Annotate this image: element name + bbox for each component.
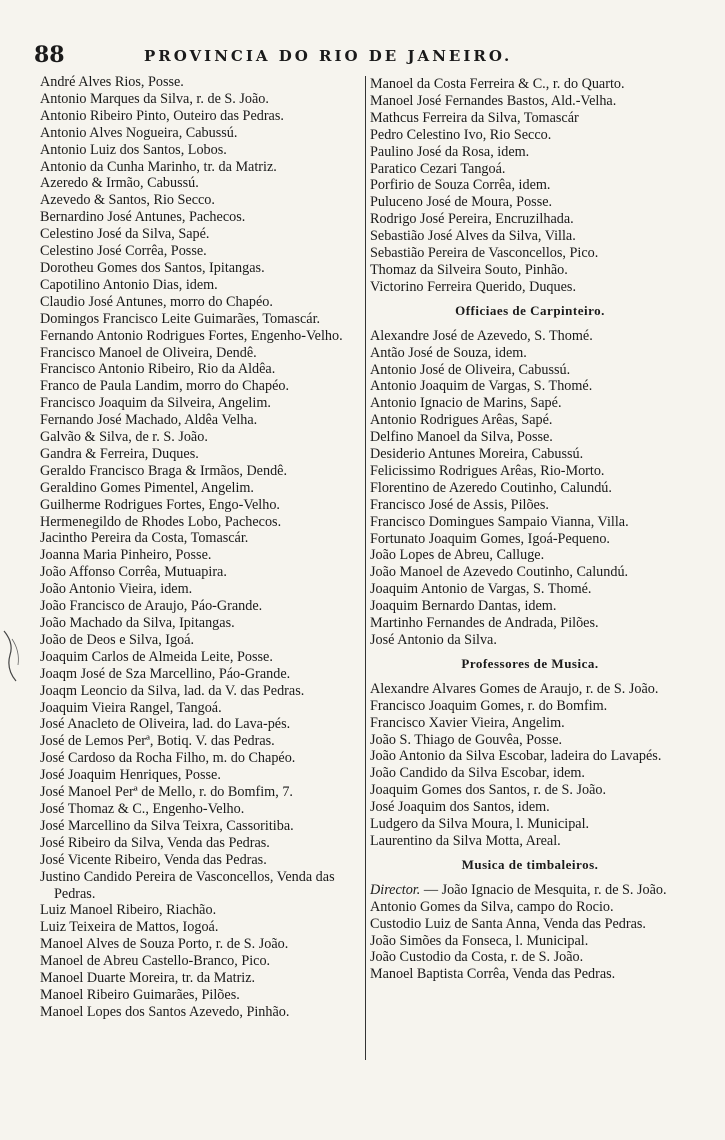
- section-title-timbaleiros: Musica de timbaleiros.: [461, 856, 599, 872]
- list-item: Dorotheu Gomes dos Santos, Ipitangas.: [40, 259, 265, 276]
- list-item: Puluceno José de Moura, Posse.: [370, 194, 553, 211]
- list-item: José Vicente Ribeiro, Venda das Pedras.: [40, 851, 267, 868]
- list-item: Antão José de Souza, idem.: [370, 344, 527, 361]
- list-item: Domingos Francisco Leite Guimarães, Tomascár.: [40, 310, 321, 327]
- list-item: Celestino José da Silva, Sapé.: [40, 226, 210, 243]
- list-item: João de Deos e Silva, Igoá.: [40, 631, 195, 648]
- list-item: João Manoel de Azevedo Coutinho, Calundú.: [370, 564, 629, 581]
- director-label: Director.: [370, 881, 421, 898]
- list-item: Manoel Lopes dos Santos Azevedo, Pinhão.: [40, 1003, 290, 1020]
- list-item: José Antonio da Silva.: [370, 632, 497, 648]
- list-item: Manoel Alves de Souza Porto, r. de S. João.: [40, 936, 289, 953]
- list-item: Custodio Luiz de Santa Anna, Venda das Pedras.: [370, 915, 646, 932]
- list-item: Pedro Celestino Ivo, Rio Secco.: [370, 126, 552, 143]
- page-header: [34, 42, 674, 72]
- list-item: Fernando Antonio Rodrigues Fortes, Engenho-Velho.: [40, 327, 343, 344]
- margin-ink-mark: [0, 625, 34, 685]
- list-item: Antonio Rodrigues Arêas, Sapé.: [370, 412, 553, 429]
- list-item: Geraldo Francisco Braga & Irmãos, Dendê.: [40, 462, 288, 479]
- list-item: Joanna Maria Pinheiro, Posse.: [40, 547, 212, 564]
- list-item: Martinho Fernandes de Andrada, Pilões.: [370, 615, 599, 632]
- list-item: Fernando José Machado, Aldêa Velha.: [40, 412, 258, 429]
- list-item: Hermenegildo de Rhodes Lobo, Pachecos.: [40, 513, 282, 530]
- list-item: Porfirio de Souza Corrêa, idem.: [370, 177, 551, 194]
- list-item: Alexandre José de Azevedo, S. Thomé.: [370, 327, 593, 344]
- list-item: José Thomaz & C., Engenho-Velho.: [40, 800, 245, 817]
- director-text: — João Ignacio de Mesquita, r. de S. João.: [420, 881, 667, 898]
- list-item: Felicissimo Rodrigues Arêas, Rio-Morto.: [370, 462, 605, 479]
- list-item: Manoel Baptista Corrêa, Venda das Pedras.: [370, 966, 616, 983]
- page-title: PROVINCIA DO RIO DE JANEIRO.: [144, 47, 513, 65]
- list-item: José Ribeiro da Silva, Venda das Pedras.: [40, 834, 270, 851]
- list-item: Francisco Manoel de Oliveira, Dendê.: [40, 344, 257, 361]
- list-item: José Joaquim dos Santos, idem.: [370, 799, 550, 816]
- section-title-musica: Professores de Musica.: [461, 655, 599, 671]
- list-item: João S. Thiago de Gouvêa, Posse.: [370, 731, 563, 748]
- page-number: 88: [34, 42, 65, 68]
- list-item: José Anacleto de Oliveira, lad. do Lava-pés.: [40, 716, 291, 733]
- list-item: Paratico Cezari Tangoá.: [370, 160, 506, 177]
- list-item: Luiz Manoel Ribeiro, Riachão.: [40, 902, 217, 919]
- list-item: Joaquim Antonio de Vargas, S. Thomé.: [370, 581, 592, 598]
- list-item: Alexandre Alvares Gomes de Araujo, r. de S. João.: [370, 680, 659, 697]
- list-item: Francisco José de Assis, Pilões.: [370, 496, 549, 513]
- section-title-carpinteiro: Officiaes de Carpinteiro.: [455, 302, 605, 318]
- list-item: Mathcus Ferreira da Silva, Tomascár: [370, 109, 579, 126]
- list-item: Azeredo & Irmão, Cabussú.: [40, 175, 199, 192]
- list-item: Luiz Teixeira de Mattos, Iogoá.: [40, 919, 219, 936]
- list-item: Manoel da Costa Ferreira & C., r. do Quarto.: [370, 76, 625, 92]
- timbaleiros-list: [370, 899, 690, 984]
- list-item: Franco de Paula Landim, morro do Chapéo.: [40, 378, 290, 395]
- list-item: Delfino Manoel da Silva, Posse.: [370, 429, 553, 446]
- list-item: Antonio José de Oliveira, Cabussú.: [370, 361, 571, 378]
- list-item: Bernardino José Antunes, Pachecos.: [40, 209, 246, 226]
- list-item: José Manoel Perª de Mello, r. do Bomfim, 7.: [40, 784, 293, 801]
- list-item: João Custodio da Costa, r. de S. João.: [370, 949, 584, 966]
- list-item: Thomaz da Silveira Souto, Pinhão.: [370, 261, 568, 278]
- list-item: Capotilino Antonio Dias, idem.: [40, 276, 218, 293]
- list-item: Francisco Domingues Sampaio Vianna, Villa.: [370, 513, 629, 530]
- list-item: Laurentino da Silva Motta, Areal.: [370, 832, 561, 849]
- list-item: João Francisco de Araujo, Páo-Grande.: [40, 598, 263, 615]
- list-item: Gandra & Ferreira, Duques.: [40, 445, 199, 462]
- list-item: Antonio Marques da Silva, r. de S. João.: [40, 90, 269, 107]
- list-item: Antonio Ignacio de Marins, Sapé.: [370, 395, 562, 412]
- list-item: Manoel José Fernandes Bastos, Ald.-Velha.: [370, 92, 617, 109]
- list-item: Antonio Joaquim de Vargas, S. Thomé.: [370, 378, 593, 395]
- list-item: Sebastião Pereira de Vasconcellos, Pico.: [370, 245, 599, 262]
- list-item: Paulino José da Rosa, idem.: [370, 143, 530, 160]
- list-item: Joaquim Vieira Rangel, Tangoá.: [40, 699, 222, 716]
- list-item: João Lopes de Abreu, Calluge.: [370, 547, 545, 564]
- list-item: Celestino José Corrêa, Posse.: [40, 243, 207, 260]
- list-item: Antonio Ribeiro Pinto, Outeiro das Pedras.: [40, 107, 284, 124]
- list-item: João Simões da Fonseca, l. Municipal.: [370, 932, 589, 949]
- director-entry: [370, 882, 690, 899]
- list-item: Geraldino Gomes Pimentel, Angelim.: [40, 479, 254, 496]
- list-item: Francisco Xavier Vieira, Angelim.: [370, 714, 565, 731]
- list-item: José Marcellino da Silva Teixra, Cassoritiba.: [40, 817, 294, 834]
- list-item: Sebastião José Alves da Silva, Villa.: [370, 228, 576, 245]
- musica-list: [370, 681, 690, 850]
- list-item: Manoel de Abreu Castello-Branco, Pico.: [40, 953, 271, 970]
- list-item: Antonio Gomes da Silva, campo do Rocio.: [370, 898, 614, 915]
- carpinteiro-list: [370, 328, 690, 649]
- list-item: Florentino de Azeredo Coutinho, Calundú.: [370, 479, 612, 496]
- list-item: Ludgero da Silva Moura, l. Municipal.: [370, 816, 590, 833]
- list-item: Francisco Antonio Ribeiro, Rio da Aldêa.: [40, 361, 276, 378]
- list-item: Francisco Joaquim Gomes, r. do Bomfim.: [370, 697, 608, 714]
- list-item: João Antonio da Silva Escobar, ladeira do Lavapés.: [370, 748, 662, 765]
- right-column: [365, 76, 690, 1060]
- list-item: Manoel Ribeiro Guimarães, Pilões.: [40, 986, 240, 1003]
- list-item: José de Lemos Perª, Botiq. V. das Pedras.: [40, 733, 275, 750]
- list-item: Manoel Duarte Moreira, tr. da Matriz.: [40, 970, 256, 987]
- list-item: Azevedo & Santos, Rio Secco.: [40, 192, 215, 209]
- left-column: [40, 74, 358, 1021]
- list-item: Antonio Alves Nogueira, Cabussú.: [40, 124, 238, 141]
- list-item: Claudio José Antunes, morro do Chapéo.: [40, 293, 273, 310]
- right-top-list: [370, 76, 690, 296]
- list-item: João Affonso Corrêa, Mutuapira.: [40, 564, 227, 581]
- list-item: Fortunato Joaquim Gomes, Igoá-Pequeno.: [370, 530, 610, 547]
- list-item: Joaqm José de Sza Marcellino, Páo-Grande.: [40, 665, 291, 682]
- list-item: José Cardoso da Rocha Filho, m. do Chapéo.: [40, 750, 296, 767]
- list-item: João Antonio Vieira, idem.: [40, 581, 193, 598]
- list-item: Joaquim Carlos de Almeida Leite, Posse.: [40, 648, 273, 665]
- list-item: Joaquim Bernardo Dantas, idem.: [370, 598, 557, 615]
- list-item: Antonio da Cunha Marinho, tr. da Matriz.: [40, 158, 277, 175]
- list-item: Victorino Ferreira Querido, Duques.: [370, 278, 576, 295]
- list-item: Rodrigo José Pereira, Encruzilhada.: [370, 211, 574, 228]
- list-item: Jacintho Pereira da Costa, Tomascár.: [40, 530, 249, 547]
- list-item: Galvão & Silva, de r. S. João.: [40, 429, 208, 446]
- list-item: Guilherme Rodrigues Fortes, Engo-Velho.: [40, 496, 280, 513]
- list-item: Joaqm Leoncio da Silva, lad. da V. das Pedras.: [40, 682, 305, 699]
- list-item: Francisco Joaquim da Silveira, Angelim.: [40, 395, 271, 412]
- list-item: João Machado da Silva, Ipitangas.: [40, 615, 235, 631]
- list-item: Justino Candido Pereira de Vasconcellos, Venda das Pedras.: [40, 868, 335, 902]
- list-item: Desiderio Antunes Moreira, Cabussú.: [370, 446, 584, 463]
- list-item: André Alves Rios, Posse.: [40, 74, 184, 90]
- list-item: Joaquim Gomes dos Santos, r. de S. João.: [370, 782, 607, 799]
- list-item: Antonio Luiz dos Santos, Lobos.: [40, 141, 227, 158]
- list-item: João Candido da Silva Escobar, idem.: [370, 765, 585, 782]
- list-item: José Joaquim Henriques, Posse.: [40, 767, 221, 784]
